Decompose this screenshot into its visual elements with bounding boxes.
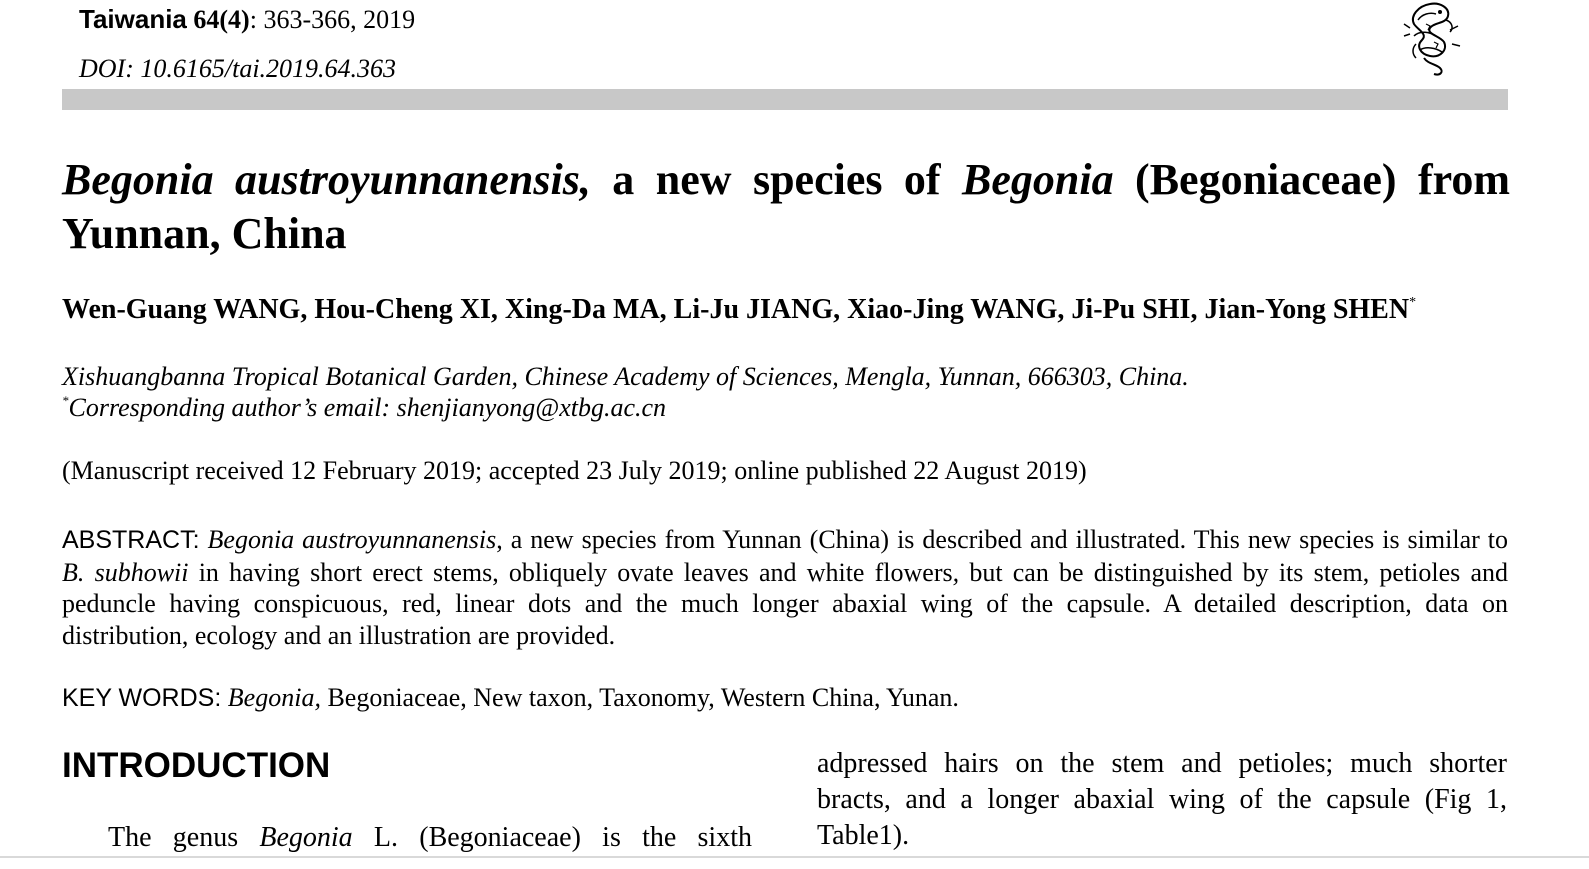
author-list: [62, 294, 1416, 326]
journal-volume-issue: 64(4): [193, 5, 250, 34]
abstract-compare-species: B. subhowii: [62, 557, 189, 587]
corresponding-marker: *: [62, 393, 69, 408]
intro-text: The genus: [108, 822, 260, 853]
corresponding-marker: *: [1409, 295, 1417, 310]
corresponding-email[interactable]: Corresponding author’s email: shenjianyong@xtbg.ac.cn: [68, 393, 667, 422]
page-bottom-edge: [0, 856, 1589, 858]
intro-genus: Begonia: [259, 822, 353, 853]
author-names: Wen-Guang WANG, Hou-Cheng XI, Xing-Da MA, Li-Ju JIANG, Xiao-Jing WANG, Ji-Pu SHI, Jian-Yong SHEN: [62, 294, 1410, 325]
intro-text: L. (Begoniaceae) is the sixth: [352, 822, 752, 853]
intro-left-column: [62, 820, 752, 856]
dragon-seal-icon: [1400, 0, 1464, 80]
title-text-end: (Begoniaceae) from Yunnan, China: [62, 155, 1510, 258]
title-genus-name: Begonia: [962, 155, 1114, 204]
abstract-comma: ,: [952, 557, 960, 587]
abstract-label: ABSTRACT:: [62, 526, 200, 554]
keywords-list: Begoniaceae, New taxon, Taxonomy, Western China, Yunan.: [320, 683, 959, 712]
corresponding-author: [62, 393, 666, 423]
keywords-label: KEY WORDS:: [62, 684, 222, 712]
abstract-text: , a new species from Yunnan (China) is described and illustrated. This new species is similar to: [496, 525, 1508, 554]
abstract-text: in having short erect stems, obliquely ovate leaves and white flowers: [188, 557, 953, 587]
paper-title: [62, 153, 1510, 261]
keyword-genus: Begonia,: [227, 683, 321, 712]
abstract-text: but can be distinguished by its stem, petioles and peduncle having conspicuous, red, linear dots and the much longer abaxial wing of the capsule. A detailed description, data on distribution, ecology and an illustration are provided.: [62, 557, 1509, 650]
abstract-species: Begonia austroyunnanensis: [207, 525, 497, 554]
header-divider-bar: [62, 89, 1508, 110]
doi[interactable]: DOI: 10.6165/tai.2019.64.363: [79, 54, 397, 83]
title-text: a new species of: [590, 155, 963, 204]
journal-citation: [79, 4, 415, 35]
keywords: [62, 683, 959, 713]
section-heading-introduction: INTRODUCTION: [62, 746, 331, 785]
journal-pages-year: : 363-366, 2019: [249, 5, 416, 34]
affiliation: Xishuangbanna Tropical Botanical Garden, Chinese Academy of Sciences, Mengla, Yunnan, 666303, China.: [62, 362, 1189, 391]
manuscript-dates: (Manuscript received 12 February 2019; accepted 23 July 2019; online published 22 August 2019): [62, 456, 1087, 485]
intro-right-column: adpressed hairs on the stem and petioles; much shorter bracts, and a longer abaxial wing of the capsule (Fig 1, Table1).: [817, 748, 1507, 851]
abstract: [62, 524, 1508, 651]
title-species-name: Begonia austroyunnanensis,: [62, 155, 591, 204]
journal-name: Taiwania: [79, 4, 187, 34]
